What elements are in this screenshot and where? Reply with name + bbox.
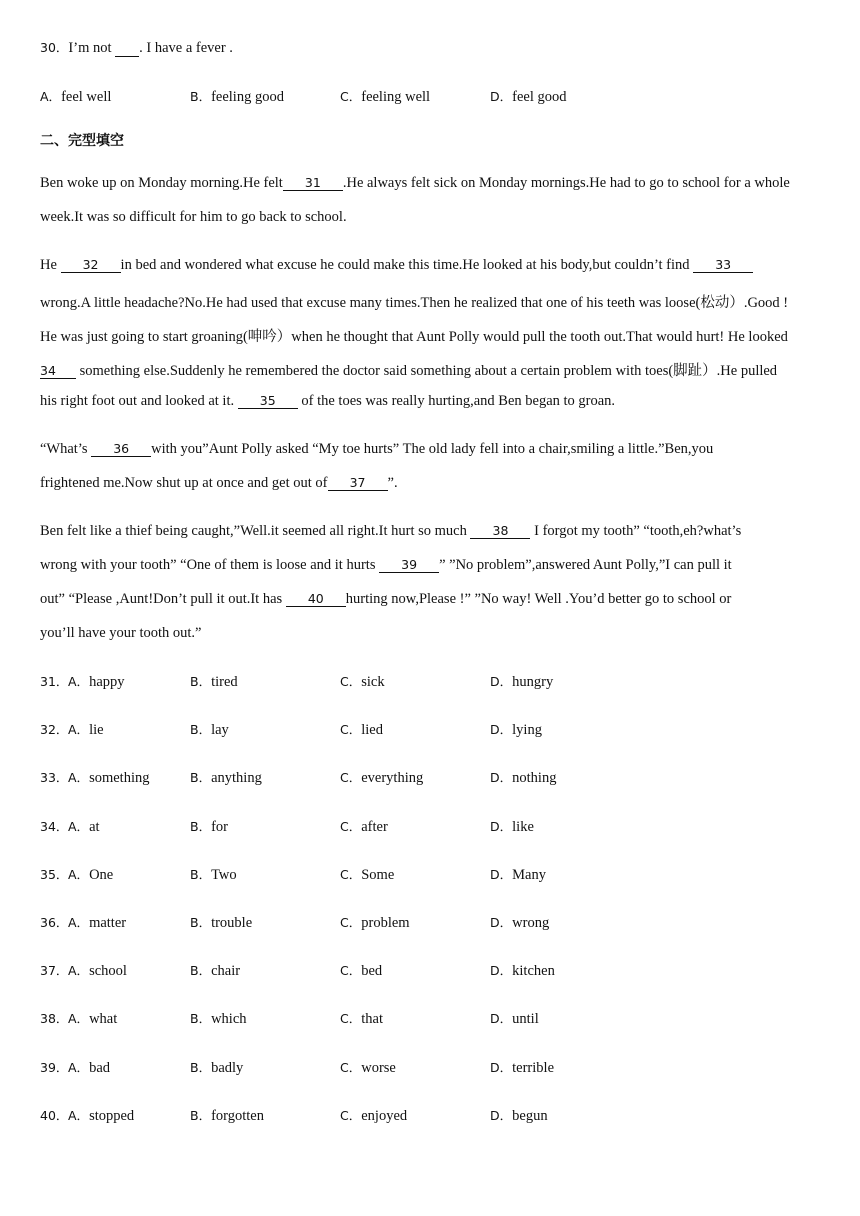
option-b[interactable]: B．trouble bbox=[190, 915, 253, 931]
option-d[interactable]: D．lying bbox=[490, 722, 542, 738]
passage-line: week.It was so difficult for him to go back to school. bbox=[40, 209, 347, 225]
blank-40: 40 bbox=[286, 591, 346, 607]
option-b[interactable]: B．forgotten bbox=[190, 1108, 264, 1124]
passage-line: his right foot out and looked at it. 35 of the toes was really hurting,and Ben began to groan. bbox=[40, 393, 616, 409]
passage-line: “What’s 36 with you”Aunt Polly asked “My toe hurts” The old lady fell into a chair,smiling a little.”Ben,you bbox=[40, 441, 714, 457]
option-d[interactable]: D．terrible bbox=[490, 1060, 555, 1076]
option-a[interactable]: A．One bbox=[68, 867, 114, 883]
question-number: 32． bbox=[40, 722, 69, 737]
option-a[interactable]: A．bad bbox=[68, 1060, 110, 1076]
option-a[interactable]: A．lie bbox=[68, 722, 104, 738]
option-b[interactable]: B．Two bbox=[190, 867, 237, 883]
passage-line: He 32 in bed and wondered what excuse he could make this time.He looked at his body,but couldn’t find 33 bbox=[40, 257, 753, 274]
option-d[interactable]: D．wrong bbox=[490, 915, 550, 931]
answer-blank bbox=[115, 41, 139, 57]
passage-line: you’ll have your tooth out.” bbox=[40, 625, 202, 641]
question-stem-pre: I’m not bbox=[68, 40, 116, 56]
option-c[interactable]: C．after bbox=[340, 819, 388, 835]
passage-line: Ben felt like a thief being caught,”Well.it seemed all right.It hurt so much 38 I forgot my tooth” “tooth,eh?what’s bbox=[40, 523, 742, 539]
option-b[interactable]: B．which bbox=[190, 1011, 247, 1027]
question-number: 38． bbox=[40, 1011, 69, 1026]
option-d[interactable]: D．Many bbox=[490, 867, 546, 883]
option-b[interactable]: B．tired bbox=[190, 674, 238, 690]
q30-option-d[interactable]: D．feel good bbox=[490, 89, 567, 105]
option-a[interactable]: A．matter bbox=[68, 915, 127, 931]
option-c[interactable]: C．bed bbox=[340, 963, 383, 979]
question-number: 30． bbox=[40, 40, 69, 55]
option-c[interactable]: C．that bbox=[340, 1011, 383, 1027]
blank-34: 34 bbox=[40, 363, 76, 379]
option-d[interactable]: D．until bbox=[490, 1011, 539, 1027]
q30-option-a[interactable]: A．feel well bbox=[40, 89, 112, 105]
passage-line: wrong.A little headache?No.He had used that excuse many times.Then he realized that one of his teeth was loose(松动）.Good ! bbox=[40, 295, 789, 311]
option-a[interactable]: A．what bbox=[68, 1011, 118, 1027]
option-c[interactable]: C．everything bbox=[340, 770, 424, 786]
question-number: 36． bbox=[40, 915, 69, 930]
option-d[interactable]: D．kitchen bbox=[490, 963, 555, 979]
blank-31: 31 bbox=[283, 175, 343, 191]
passage-line: frightened me.Now shut up at once and get out of 37 ”. bbox=[40, 475, 398, 491]
question-number: 31． bbox=[40, 674, 69, 689]
option-c[interactable]: C．Some bbox=[340, 867, 395, 883]
option-a[interactable]: A．something bbox=[68, 770, 150, 786]
question-number: 34． bbox=[40, 819, 69, 834]
option-a[interactable]: A．school bbox=[68, 963, 127, 979]
option-d[interactable]: D．hungry bbox=[490, 674, 554, 690]
passage-line: out” “Please ,Aunt!Don’t pull it out.It has 40 hurting now,Please !” ”No way! Well .You’d better go to school or bbox=[40, 591, 732, 607]
passage-line: Ben woke up on Monday morning.He felt 31 .He always felt sick on Monday mornings.He had to go to school for a whole bbox=[40, 175, 790, 191]
option-a[interactable]: A．stopped bbox=[68, 1108, 135, 1124]
question-30-stem bbox=[40, 38, 233, 57]
question-stem-post: . I have a fever . bbox=[139, 40, 233, 56]
option-c[interactable]: C．enjoyed bbox=[340, 1108, 408, 1124]
question-number: 40． bbox=[40, 1108, 69, 1123]
question-number: 33． bbox=[40, 770, 69, 785]
option-b[interactable]: B．for bbox=[190, 819, 228, 835]
option-d[interactable]: D．like bbox=[490, 819, 534, 835]
option-b[interactable]: B．lay bbox=[190, 722, 229, 738]
option-b[interactable]: B．anything bbox=[190, 770, 262, 786]
section-title: 二、完型填空 bbox=[40, 133, 124, 149]
option-d[interactable]: D．begun bbox=[490, 1108, 548, 1124]
question-number: 37． bbox=[40, 963, 69, 978]
q30-option-b[interactable]: B．feeling good bbox=[190, 89, 284, 105]
option-b[interactable]: B．chair bbox=[190, 963, 241, 979]
question-number: 39． bbox=[40, 1060, 69, 1075]
blank-39: 39 bbox=[379, 557, 439, 573]
blank-33: 33 bbox=[693, 257, 753, 273]
passage-line: He was just going to start groaning(呻吟）when he thought that Aunt Polly would pull the tooth out.That would hurt! He looked bbox=[40, 329, 788, 345]
q30-option-c[interactable]: C．feeling well bbox=[340, 89, 431, 105]
option-c[interactable]: C．problem bbox=[340, 915, 410, 931]
option-c[interactable]: C．worse bbox=[340, 1060, 396, 1076]
option-a[interactable]: A．at bbox=[68, 819, 100, 835]
option-c[interactable]: C．lied bbox=[340, 722, 383, 738]
blank-32: 32 bbox=[61, 257, 121, 273]
passage-line: wrong with your tooth” “One of them is loose and it hurts 39 ” ”No problem”,answered Aunt Polly,”I can pull it bbox=[40, 557, 732, 573]
blank-35: 35 bbox=[238, 393, 298, 409]
blank-36: 36 bbox=[91, 441, 151, 457]
option-c[interactable]: C．sick bbox=[340, 674, 385, 690]
option-d[interactable]: D．nothing bbox=[490, 770, 557, 786]
blank-38: 38 bbox=[470, 523, 530, 539]
option-b[interactable]: B．badly bbox=[190, 1060, 244, 1076]
passage-line: 34 something else.Suddenly he remembered the doctor said something about a certain problem with toes(脚趾）.He pulled bbox=[40, 363, 778, 379]
option-a[interactable]: A．happy bbox=[68, 674, 125, 690]
blank-37: 37 bbox=[328, 475, 388, 491]
question-number: 35． bbox=[40, 867, 69, 882]
